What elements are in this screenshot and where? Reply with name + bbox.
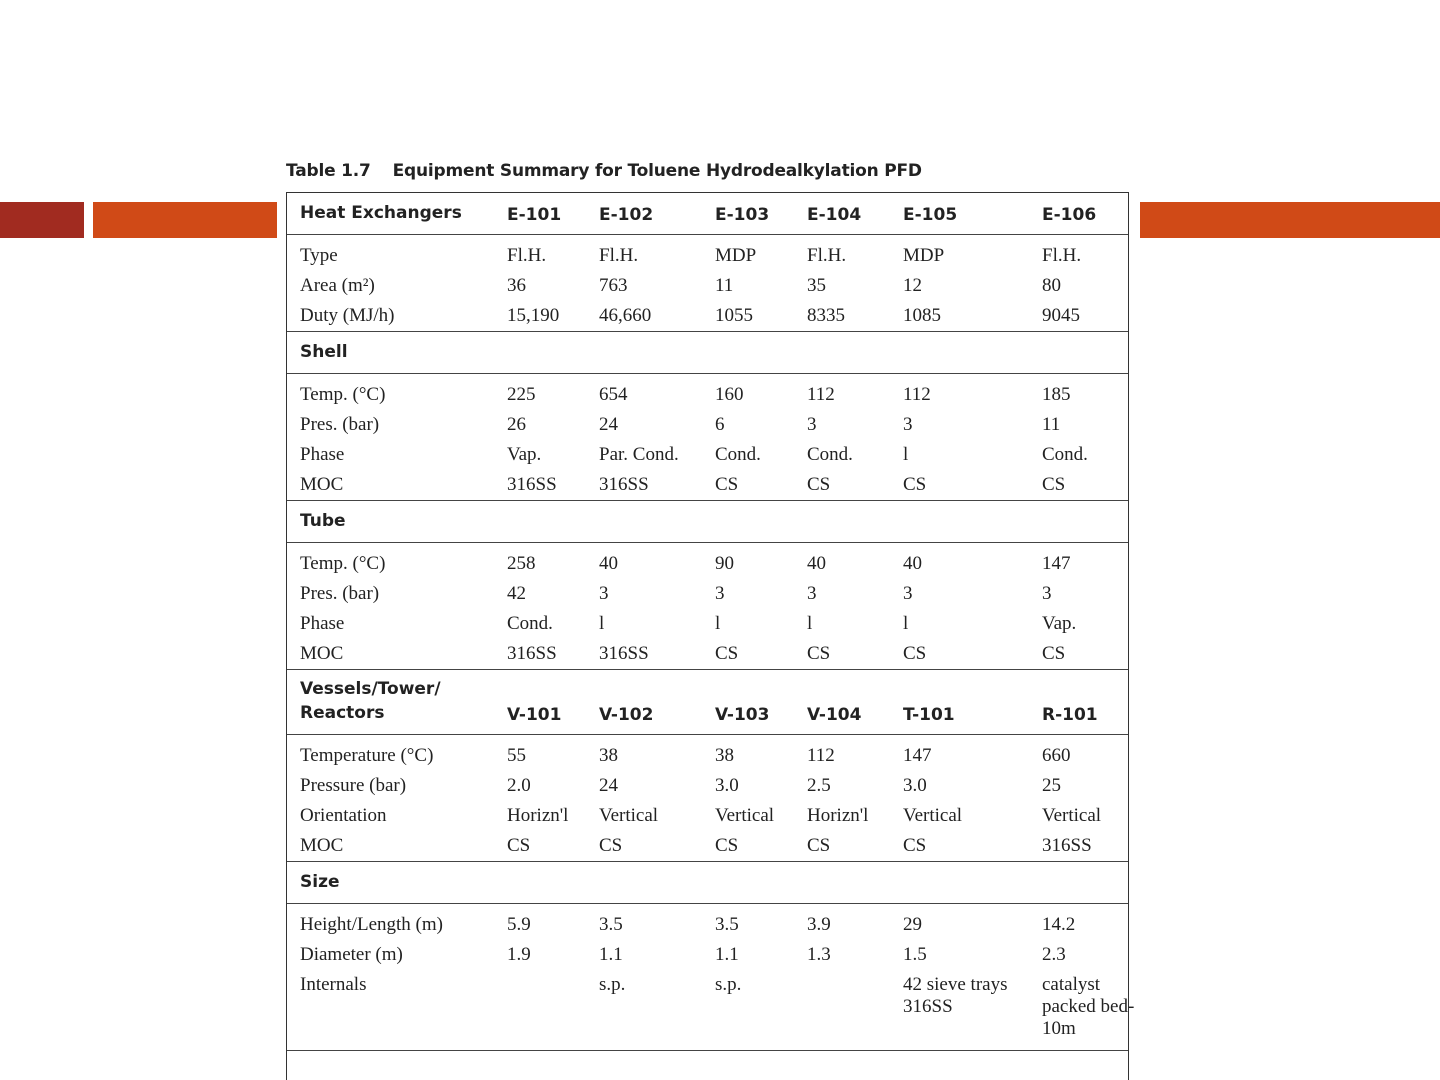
table-cell: l	[903, 444, 909, 465]
equipment-summary-table	[286, 192, 1135, 1080]
table-cell: 2.3	[1042, 944, 1066, 965]
table-cell: 36	[507, 275, 526, 296]
equipment-id: E-106	[1042, 205, 1097, 225]
table-cell: 26	[507, 414, 526, 435]
row-label: Phase	[300, 444, 345, 465]
table-cell: 147	[1042, 553, 1071, 574]
row-label: Internals	[300, 974, 367, 995]
section-body	[287, 543, 1128, 670]
table-cell: CS	[599, 835, 623, 856]
table-cell: 316SS	[507, 643, 557, 664]
table-cell: Vap.	[1042, 613, 1077, 634]
table-cell: 24	[599, 414, 618, 435]
table-cell: 1.1	[715, 944, 739, 965]
table-cell: CS	[903, 474, 927, 495]
table-cell: Cond.	[807, 444, 853, 465]
table-cell: 80	[1042, 275, 1061, 296]
equipment-id: E-105	[903, 205, 958, 225]
table-row	[287, 910, 1128, 940]
table-cell: CS	[807, 835, 831, 856]
equipment-id: E-101	[507, 205, 562, 225]
table-cell: Vertical	[715, 805, 775, 826]
table-cell: Fl.H.	[507, 245, 547, 266]
table-cell: CS	[807, 643, 831, 664]
table-cell: 112	[807, 384, 835, 405]
table-cell: 3	[1042, 583, 1052, 604]
table-cell: 3.5	[715, 914, 739, 935]
table-row	[287, 741, 1128, 771]
row-label: Temp. (°C)	[300, 553, 386, 574]
table-cell: 40	[599, 553, 618, 574]
equipment-id: V-102	[599, 705, 654, 725]
table-cell: 2.0	[507, 775, 531, 796]
row-label: Type	[300, 245, 338, 266]
table-cell: 11	[1042, 414, 1061, 435]
section-title: Tube	[300, 511, 346, 531]
table-cell: 3.0	[903, 775, 927, 796]
table-title: Equipment Summary for Toluene Hydrodealkylation PFD	[392, 161, 922, 181]
table-cell: 3	[807, 583, 817, 604]
table-cell: 3.5	[599, 914, 623, 935]
section-header	[287, 501, 1128, 543]
table-cell: l	[715, 613, 721, 634]
equipment-id: T-101	[903, 705, 955, 725]
table-cell: 40	[903, 553, 922, 574]
row-label: Duty (MJ/h)	[300, 305, 395, 326]
table-cell: Vap.	[507, 444, 542, 465]
table-cell: 1.9	[507, 944, 531, 965]
table-cell: 38	[599, 745, 618, 766]
table-cell: 3.9	[807, 914, 831, 935]
table-row	[287, 410, 1128, 440]
table-cell: 46,660	[599, 305, 652, 326]
section-header	[287, 193, 1128, 235]
section-body	[287, 374, 1128, 501]
accent-bar-left-dark	[0, 202, 84, 238]
table-row	[287, 970, 1135, 1050]
row-label: Pres. (bar)	[300, 583, 380, 604]
table-cell: Fl.H.	[807, 245, 847, 266]
equipment-id: E-102	[599, 205, 654, 225]
table-cell: 15,190	[507, 305, 560, 326]
table-cell: l	[903, 613, 909, 634]
row-label: Pres. (bar)	[300, 414, 380, 435]
table-cell: Vertical	[903, 805, 963, 826]
accent-bar-right	[1140, 202, 1440, 238]
table-cell: 763	[599, 275, 628, 296]
table-row	[287, 609, 1128, 639]
table-row	[287, 549, 1128, 579]
section-header	[287, 670, 1128, 735]
table-cell: 12	[903, 275, 922, 296]
table-cell: 9045	[1042, 305, 1080, 326]
section-body	[287, 235, 1128, 332]
table-cell: s.p.	[599, 974, 626, 995]
table-cell: l	[807, 613, 813, 634]
table-row	[287, 470, 1128, 500]
table-cell: Horizn'l	[507, 805, 569, 826]
table-cell: 660	[1042, 745, 1071, 766]
table-cell: CS	[903, 835, 927, 856]
table-row	[287, 940, 1128, 970]
row-label: Orientation	[300, 805, 387, 826]
table-row	[287, 301, 1128, 331]
table-cell: 316SS	[507, 474, 557, 495]
row-label: MOC	[300, 835, 344, 856]
equipment-id: E-104	[807, 205, 862, 225]
table-cell: catalyst packed bed-10m	[1042, 974, 1135, 1039]
row-label: Phase	[300, 613, 345, 634]
section-body	[287, 904, 1135, 1051]
table-cell: CS	[715, 643, 739, 664]
table-cell: 3	[715, 583, 725, 604]
table-row	[287, 579, 1128, 609]
row-label: Area (m²)	[300, 275, 375, 296]
accent-bar-left	[93, 202, 277, 238]
table-cell: CS	[807, 474, 831, 495]
table-cell: 42	[507, 583, 526, 604]
table-cell: Par. Cond.	[599, 444, 679, 465]
row-label: Diameter (m)	[300, 944, 403, 965]
row-label: MOC	[300, 474, 344, 495]
equipment-id: E-103	[715, 205, 770, 225]
table-cell: 112	[903, 384, 931, 405]
table-cell: 1.3	[807, 944, 831, 965]
table-cell: 29	[903, 914, 922, 935]
table-cell: 112	[807, 745, 835, 766]
table-row	[287, 771, 1128, 801]
table-cell: 25	[1042, 775, 1061, 796]
table-cell: CS	[1042, 643, 1066, 664]
table-cell: Cond.	[1042, 444, 1088, 465]
table-cell: 1085	[903, 305, 941, 326]
section-title: Vessels/Tower/ Reactors	[300, 679, 441, 723]
table-cell: 316SS	[599, 643, 649, 664]
table-cell: 316SS	[599, 474, 649, 495]
table-cell: 3	[807, 414, 817, 435]
table-cell: 3	[903, 583, 913, 604]
table-cell: Fl.H.	[1042, 245, 1082, 266]
table-row	[287, 801, 1128, 831]
table-cell: Horizn'l	[807, 805, 869, 826]
table-cell: CS	[715, 835, 739, 856]
table-cell: s.p.	[715, 974, 742, 995]
table-cell: 147	[903, 745, 932, 766]
table-cell: 225	[507, 384, 536, 405]
table-cell: 5.9	[507, 914, 531, 935]
table-cell: CS	[903, 643, 927, 664]
section-title: Shell	[300, 342, 348, 362]
table-cell: 160	[715, 384, 744, 405]
table-cell: Vertical	[599, 805, 659, 826]
table-cell: 55	[507, 745, 526, 766]
equipment-id: V-104	[807, 705, 862, 725]
table-cell: 35	[807, 275, 826, 296]
table-cell: 8335	[807, 305, 845, 326]
table-cell: 90	[715, 553, 734, 574]
row-label: Height/Length (m)	[300, 914, 443, 935]
table-cell: 654	[599, 384, 628, 405]
table-cell: CS	[1042, 474, 1066, 495]
table-cell: 3.0	[715, 775, 739, 796]
table-cell: MDP	[715, 245, 757, 266]
equipment-id: V-101	[507, 705, 562, 725]
table-cell: Vertical	[1042, 805, 1102, 826]
table-row	[287, 241, 1128, 271]
table-cell: MDP	[903, 245, 945, 266]
table-cell: 1055	[715, 305, 753, 326]
table-row	[287, 380, 1128, 410]
table-cell: Cond.	[507, 613, 553, 634]
row-label: Temp. (°C)	[300, 384, 386, 405]
table-cell: 14.2	[1042, 914, 1076, 935]
section-header	[287, 862, 1128, 904]
section-title: Heat Exchangers	[300, 203, 462, 223]
section-body	[287, 735, 1128, 862]
table-cell: 6	[715, 414, 725, 435]
table-cell: 40	[807, 553, 826, 574]
table-cell: 3	[599, 583, 609, 604]
table-cell: Cond.	[715, 444, 761, 465]
table-cell: 38	[715, 745, 734, 766]
equipment-id: V-103	[715, 705, 770, 725]
table-cell: 2.5	[807, 775, 831, 796]
table-cell: 1.5	[903, 944, 927, 965]
table-number: Table 1.7	[286, 161, 371, 181]
table-row	[287, 831, 1128, 861]
table-cell: 42 sieve trays 316SS	[903, 974, 1008, 1017]
row-label: MOC	[300, 643, 344, 664]
row-label: Temperature (°C)	[300, 745, 434, 766]
table-cell: CS	[507, 835, 531, 856]
section-header	[287, 332, 1128, 374]
table-cell: 258	[507, 553, 536, 574]
equipment-id: R-101	[1042, 705, 1098, 725]
table-cell: CS	[715, 474, 739, 495]
table-cell: 316SS	[1042, 835, 1092, 856]
table-cell: Fl.H.	[599, 245, 639, 266]
table-row	[287, 639, 1128, 669]
table-cell: 11	[715, 275, 734, 296]
table-cell: 185	[1042, 384, 1071, 405]
table-cell: 1.1	[599, 944, 623, 965]
table-cell: 3	[903, 414, 913, 435]
row-label: Pressure (bar)	[300, 775, 407, 796]
section-title: Size	[300, 872, 340, 892]
table-row	[287, 440, 1128, 470]
table-cell: l	[599, 613, 605, 634]
table-cell: 24	[599, 775, 618, 796]
table-row	[287, 271, 1128, 301]
table-caption	[286, 161, 922, 181]
